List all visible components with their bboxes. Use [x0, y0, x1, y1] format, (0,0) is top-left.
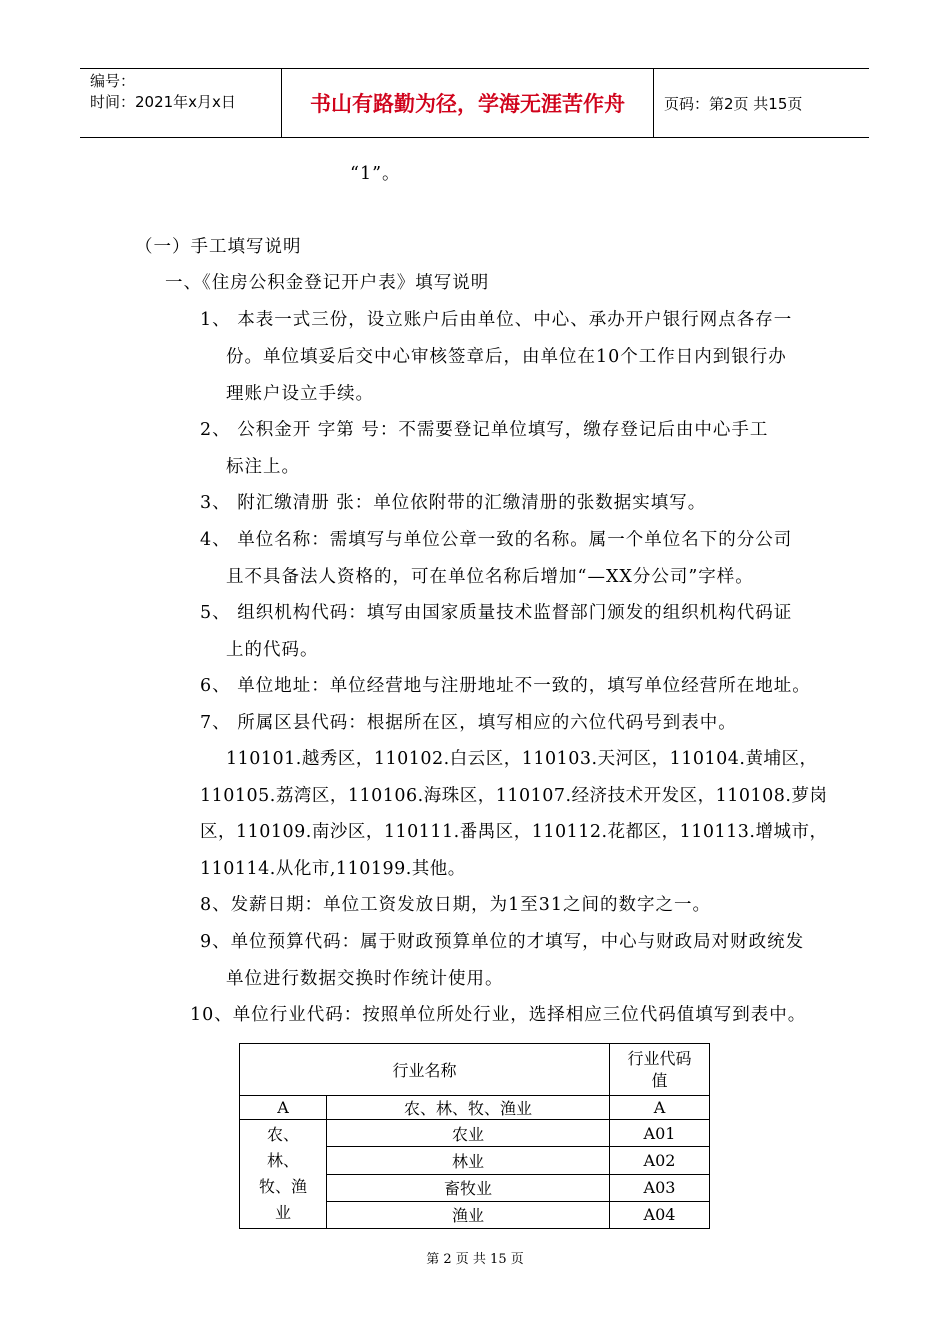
- page-footer: 第 2 页 共 15 页: [426, 1252, 524, 1267]
- document-date-label: 时间：2021年x月x日: [90, 93, 236, 111]
- header-motto: 书山有路勤为径，学海无涯苦作舟: [282, 69, 654, 137]
- quote-one: “1”。: [350, 164, 401, 184]
- industry-name-cell: 渔业: [327, 1201, 610, 1228]
- item-7-line-1: 7、 所属区县代码：根据所在区，填写相应的六位代码号到表中。: [200, 713, 737, 733]
- group-label-line: 牧、渔: [258, 1177, 307, 1196]
- item-1-line-2: 份。单位填妥后交中心审核签章后，由单位在10个工作日内到银行办: [226, 347, 787, 367]
- item-4-line-1: 4、 单位名称：需填写与单位公章一致的名称。属一个单位名下的分公司: [200, 530, 793, 550]
- item-4-line-2: 且不具备法人资格的，可在单位名称后增加“—XX分公司”字样。: [226, 567, 754, 587]
- header-info: [80, 69, 282, 137]
- header-page-label: 页码：第2页 共15页: [664, 94, 803, 113]
- table-category-row: [240, 1096, 710, 1120]
- industry-code-cell: A01: [610, 1120, 710, 1147]
- group-label-line: 农、: [266, 1125, 299, 1144]
- industry-code-table: [239, 1043, 710, 1229]
- item-9-line-1: 9、单位预算代码：属于财政预算单位的才填写，中心与财政局对财政统发: [200, 932, 805, 952]
- category-name: 农、林、牧、渔业: [327, 1096, 610, 1120]
- industry-name-cell: 林业: [327, 1147, 610, 1174]
- group-label: [240, 1120, 327, 1229]
- item-6-line-1: 6、 单位地址：单位经营地与注册地址不一致的，填写单位经营所在地址。: [200, 676, 811, 696]
- header-industry-name: 行业名称: [240, 1044, 610, 1096]
- district-line-4: 110114.从化市,110199.其他。: [200, 859, 466, 879]
- item-1-line-1: 1、 本表一式三份，设立账户后由单位、中心、承办开户银行网点各存一: [200, 310, 793, 330]
- category-code: A: [610, 1096, 710, 1120]
- item-8: 8、发薪日期：单位工资发放日期，为1至31之间的数字之一。: [200, 895, 712, 915]
- district-line-1: 110101.越秀区，110102.白云区，110103.天河区，110104.黄埔区，: [226, 749, 818, 769]
- sub-heading: 一、《住房公积金登记开户表》填写说明: [165, 273, 490, 293]
- header-industry-code-line-1: 行业代码: [627, 1048, 692, 1068]
- item-9-line-2: 单位进行数据交换时作统计使用。: [226, 969, 504, 989]
- item-3-line-1: 3、 附汇缴清册 张：单位依附带的汇缴清册的张数据实填写。: [200, 493, 707, 513]
- item-10: 10、单位行业代码：按照单位所处行业，选择相应三位代码值填写到表中。: [190, 1005, 807, 1025]
- item-2-line-1: 2、 公积金开 字第 号：不需要登记单位填写，缴存登记后由中心手工: [200, 420, 769, 440]
- district-line-2: 110105.荔湾区，110106.海珠区，110107.经济技术开发区，110108.萝岗: [200, 786, 828, 806]
- item-2-line-2: 标注上。: [226, 457, 300, 477]
- industry-code-cell: A04: [610, 1201, 710, 1228]
- table-header-row: [240, 1044, 710, 1096]
- item-5-line-1: 5、 组织机构代码：填写由国家质量技术监督部门颁发的组织机构代码证: [200, 603, 793, 623]
- section-heading: （一）手工填写说明: [135, 237, 302, 257]
- industry-code-cell: A03: [610, 1174, 710, 1201]
- district-line-3: 区，110109.南沙区，110111.番禺区，110112.花都区，110113.增城市，: [200, 822, 828, 842]
- item-1-line-3: 理账户设立手续。: [226, 384, 374, 404]
- group-label-line: 业: [274, 1203, 291, 1222]
- item-5-line-2: 上的代码。: [226, 640, 319, 660]
- table-row: [240, 1120, 710, 1147]
- header-industry-code: [610, 1044, 710, 1096]
- group-label-line: 林、: [266, 1151, 299, 1170]
- category-letter: A: [240, 1096, 327, 1120]
- industry-name-cell: 畜牧业: [327, 1174, 610, 1201]
- industry-code-cell: A02: [610, 1147, 710, 1174]
- page-header: [80, 68, 869, 138]
- industry-name-cell: 农业: [327, 1120, 610, 1147]
- header-industry-code-line-2: 值: [651, 1070, 668, 1090]
- document-number-label: 编号：: [90, 72, 136, 90]
